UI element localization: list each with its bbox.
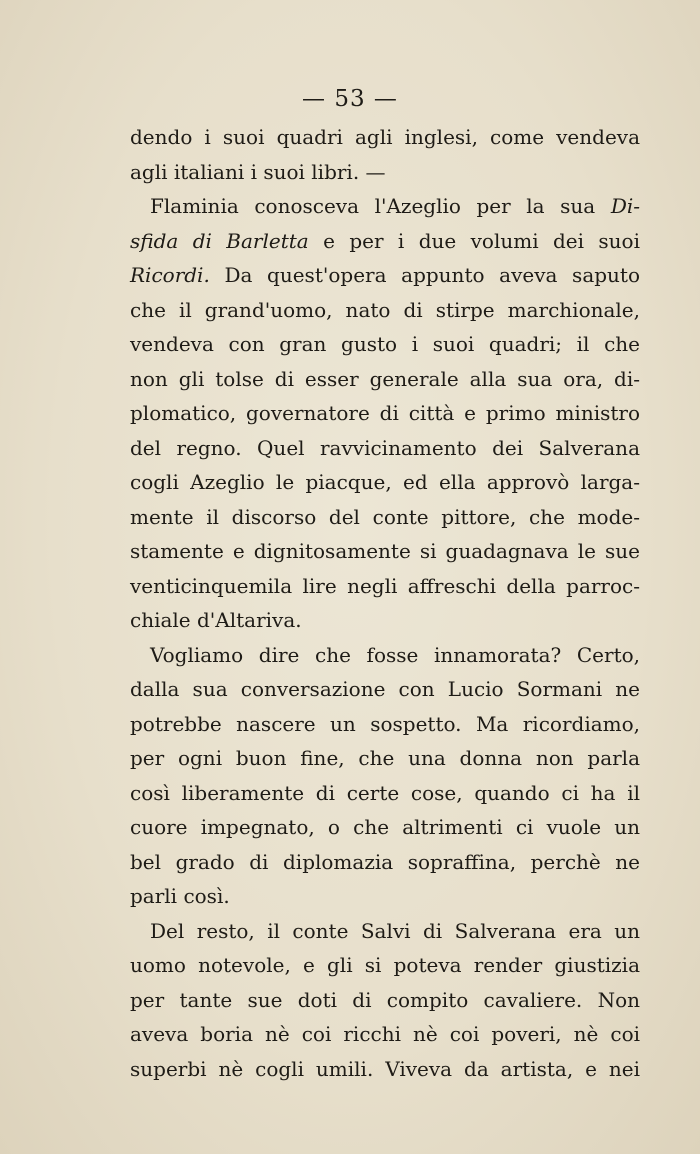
text-line [130, 810, 640, 845]
text-line [130, 189, 640, 224]
line-text: vendeva con gran gusto i suoi quadri; il che [130, 332, 640, 356]
text-line [130, 1017, 640, 1052]
text-line [130, 707, 640, 742]
text-line [130, 603, 640, 638]
line-text: Del resto, il conte Salvi di Salverana era un [150, 918, 640, 943]
text-line [130, 672, 640, 707]
line-text: bel grado di diplomazia sopraffina, perchè ne [130, 849, 640, 874]
text-line [130, 879, 640, 914]
line-text: Flaminia conosceva l'Azeglio per la sua [150, 194, 596, 218]
text-line [130, 327, 640, 362]
line-text: cogli Azeglio le piacque, ed ella approvò larga- [130, 470, 640, 494]
text-line [130, 396, 640, 431]
line-text: dendo i suoi quadri agli inglesi, come vendeva [130, 125, 640, 149]
text-line [130, 431, 640, 466]
line-text: per tante sue doti di compito cavaliere. Non [130, 987, 640, 1012]
line-text: superbi nè cogli umili. Viveva da artista, e nei [130, 1056, 640, 1081]
text-line [130, 569, 640, 604]
line-text: e per i due volumi dei suoi [308, 228, 640, 253]
text-line [130, 534, 640, 569]
line-text: aveva boria nè coi ricchi nè coi poveri, nè coi [130, 1022, 640, 1046]
italic-title: sfida di Barletta [130, 228, 309, 253]
line-text: agli italiani i suoi libri. — [130, 159, 386, 184]
text-line [130, 362, 640, 397]
line-text: Vogliamo dire che fosse innamorata? Certo, [150, 642, 640, 667]
text-line [130, 776, 640, 811]
text-line [130, 293, 640, 328]
line-text: che il grand'uomo, nato di stirpe marchionale, [130, 297, 640, 322]
text-line [130, 948, 640, 983]
italic-title: Ricordi. [130, 263, 210, 287]
line-text: venticinquemila lire negli affreschi della parroc- [130, 573, 640, 598]
line-text: non gli tolse di esser generale alla sua ora, di- [130, 366, 640, 391]
text-line [130, 120, 640, 155]
text-line [130, 155, 640, 190]
line-text: dalla sua conversazione con Lucio Sormani ne [130, 677, 640, 701]
line-text: parli così. [130, 884, 230, 908]
line-text: così liberamente di certe cose, quando ci ha il [130, 780, 640, 805]
text-line [130, 224, 640, 259]
text-line [130, 465, 640, 500]
page-number: — 53 — [302, 86, 398, 112]
text-line [130, 741, 640, 776]
line-text: uomo notevole, e gli si poteva render giustizia [130, 953, 640, 977]
line-text: stamente e dignitosamente si guadagnava le sue [130, 539, 640, 563]
body-text [130, 120, 640, 1086]
text-line [130, 914, 640, 949]
line-text: potrebbe nascere un sospetto. Ma ricordiamo, [130, 711, 640, 736]
line-text: Da quest'opera appunto aveva saputo [209, 263, 640, 287]
text-line [130, 258, 640, 293]
line-text: mente il discorso del conte pittore, che mode- [130, 504, 640, 529]
line-text: cuore impegnato, o che altrimenti ci vuole un [130, 815, 640, 839]
line-text: del regno. Quel ravvicinamento dei Salverana [130, 435, 640, 460]
text-line [130, 845, 640, 880]
line-text: per ogni buon fine, che una donna non parla [130, 746, 640, 770]
text-line [130, 638, 640, 673]
italic-title: Di- [610, 194, 641, 218]
line-text: plomatico, governatore di città e primo ministro [130, 401, 640, 425]
text-line [130, 500, 640, 535]
text-line [130, 1052, 640, 1087]
line-text: chiale d'Altariva. [130, 608, 302, 632]
text-line [130, 983, 640, 1018]
